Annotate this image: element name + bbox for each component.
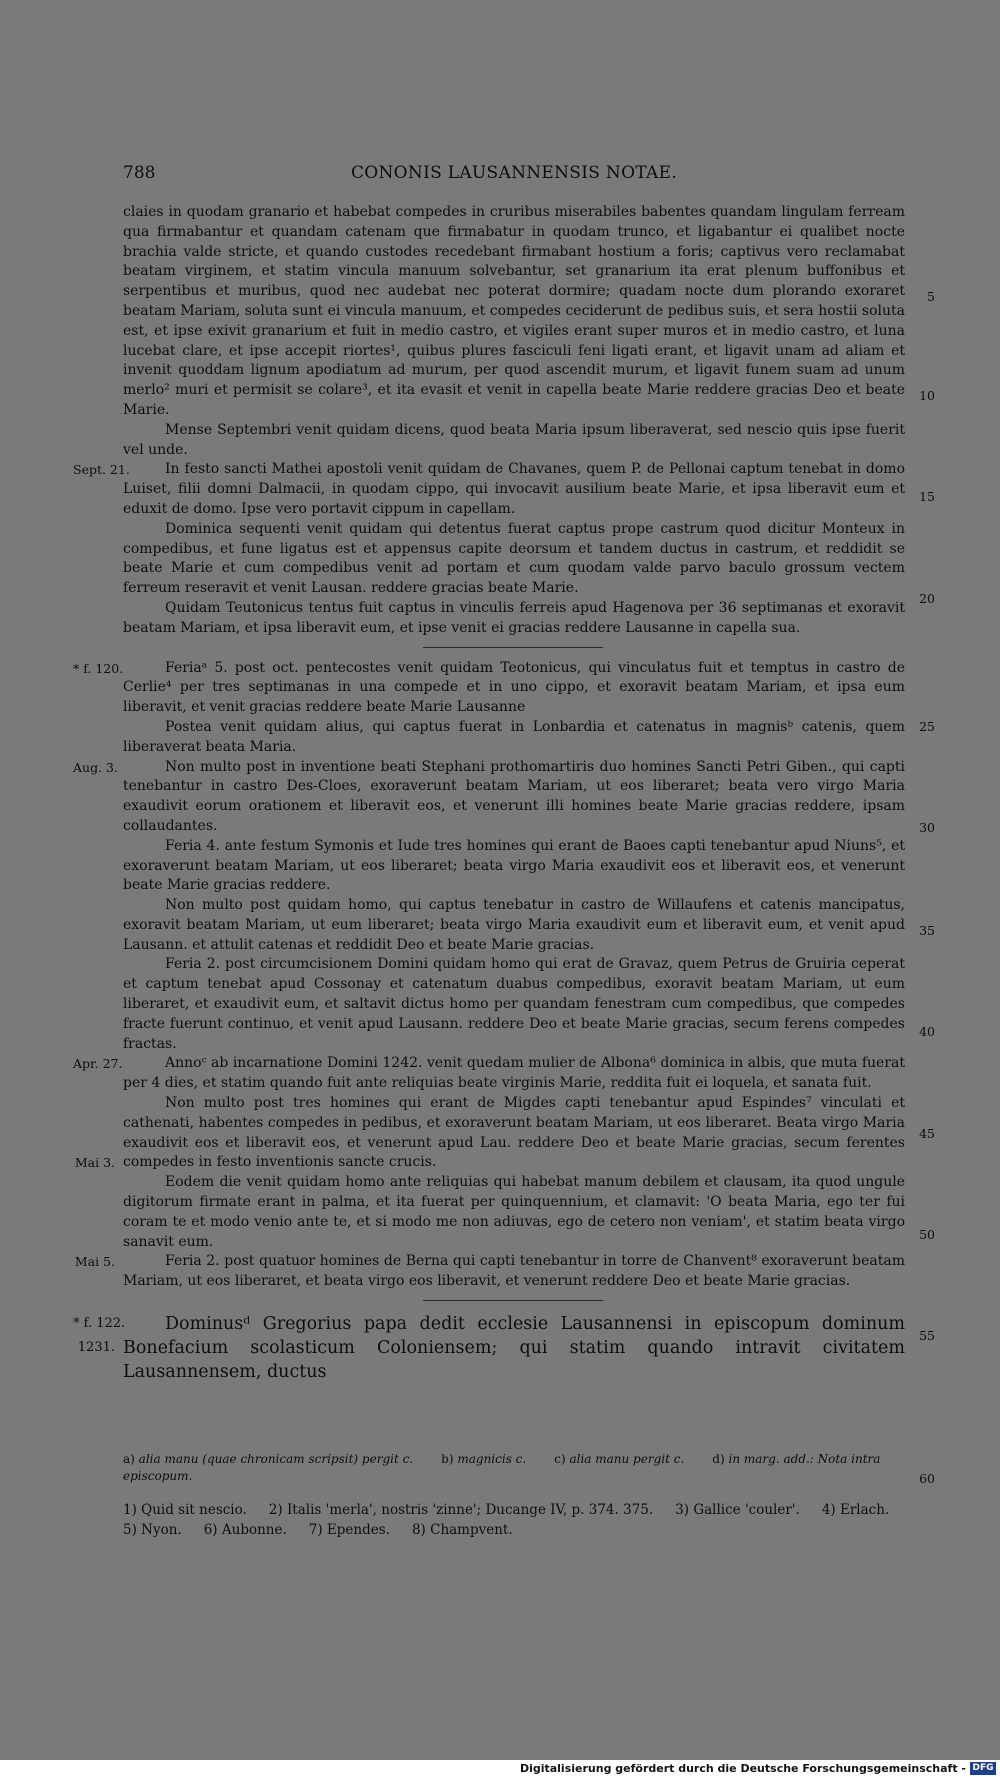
apparatus-key: d) xyxy=(712,1452,725,1466)
margin-note: Mai 3. xyxy=(74,1155,115,1171)
text-paragraph xyxy=(123,520,905,599)
paragraph-text: Postea venit quidam alius, qui captus fuerat in Lonbardia et catenatus in magnisᵇ catenis, quem liberaverat beata Maria. xyxy=(123,718,905,755)
text-paragraph xyxy=(123,837,905,896)
margin-note: Apr. 27. xyxy=(73,1056,123,1072)
text-paragraph xyxy=(73,460,905,519)
dfg-logo-icon: DFG xyxy=(970,1762,996,1775)
footnote-key: 8) xyxy=(411,1522,426,1538)
footnote-key: 7) xyxy=(308,1522,323,1538)
footnote xyxy=(675,1500,800,1520)
text-paragraph xyxy=(74,1094,905,1173)
text-paragraph xyxy=(73,1054,905,1094)
margin-note: Aug. 3. xyxy=(73,759,118,775)
footnote xyxy=(309,1520,390,1540)
text-paragraph xyxy=(73,659,905,718)
apparatus-key: a) xyxy=(123,1452,135,1466)
footnote-key: 6) xyxy=(203,1522,218,1538)
footnote-key: 5) xyxy=(123,1522,137,1538)
section-separator xyxy=(123,1294,905,1308)
text-paragraph xyxy=(73,1312,905,1384)
text-paragraph xyxy=(123,421,905,461)
footnote xyxy=(204,1520,287,1540)
footnote-text: Quid sit nescio. xyxy=(141,1502,247,1518)
apparatus-text: magnicis c. xyxy=(457,1452,527,1466)
footnote-key: 3) xyxy=(675,1502,690,1518)
margin-note: Sept. 21. xyxy=(73,462,130,478)
paragraph-text: Non multo post quidam homo, qui captus tenebatur in castro de Willaufens et catenis mancipatus, exoravit beatam Mariam, ut eum liberaret; beata virgo Maria exaudivit eum et liberavit eum, et venit apud Lausann. et attulit catenas et reddidit Deo et beate Marie gracias. xyxy=(123,897,905,953)
margin-note: * f. 120. xyxy=(73,660,124,676)
paragraph-text: claies in quodam granario et habebat compedes in cruribus miserabiles babentes quandam lingulam ferream qua firmabantur et quandam catenam que firmabatur in quodam trunco, et ligabantur ei qualibet nocte brachia valde stricte, et quando custodes recedebant firmabant hostium a foris; captivus vero reclamabat beatam virginem, et statim vincula manuum solvebantur, set granarium ita erat plenum buffonibus et serpentibus et muribus, quod nec audebat nec poterat dormire; quadam nocte dum plorando exoraret beatam Mariam, soluta sunt ei vincula manuum, et compedes ceciderunt de pedibus suis, et sera hostii soluta est, et ipse exivit granarium et fuit in medio castro, et vigiles erant super muros et in medio castro, et luna lucebat clare, et ipse accepit riortes¹, quibus plures fasciculi feni ligati erant, et ligavit unam ad aliam et invenit quoddam lignum apodiatum ad murum, per quod ascendit murum, et ligavit funem suam ad unum merlo² muri et permisit se colare³, et ita evasit et venit in capella beate Marie reddere gracias Deo et beate Marie. xyxy=(123,204,905,418)
footnote xyxy=(123,1500,247,1520)
footnote-text: Champvent. xyxy=(430,1522,513,1538)
line-number: 25 xyxy=(919,719,935,734)
footnote-text: Aubonne. xyxy=(221,1522,287,1538)
paragraph-text: Dominica sequenti venit quidam qui detentus fuerat captus prope castrum quod dicitur Monteux in compedibus, et fune ligatus est et appensus capite deorsum et tandem ductus in castrum, et reddidit se beate Marie et cum compedibus venit ad portam et cum quodam valde parvo baculo grossum vectem ferreum reseravit et venit Lausan. reddere gracias beate Marie. xyxy=(123,520,905,597)
paragraph-text: Non multo post tres homines qui erant de Migdes capti tenebantur apud Espindes⁷ vinculati et cathenati, habentes compedes in pedibus, et exoraverunt beatam Mariam, ut eos liberaret. Beata virgo Maria exaudivit eos et liberavit eos, et venerunt apud Lau. reddere Deo et beate Marie gracias, secum ferentes compedes in festo inventionis sancte crucis. xyxy=(123,1095,905,1171)
footnote-text: Gallice 'couler'. xyxy=(693,1502,800,1518)
apparatus-key: c) xyxy=(554,1452,566,1466)
footnote-text: Erlach. xyxy=(839,1502,890,1518)
footnotes xyxy=(123,1500,905,1540)
text-paragraph xyxy=(123,203,905,421)
text-paragraph xyxy=(123,599,905,639)
apparatus-text: alia manu pergit c. xyxy=(569,1452,685,1466)
paragraph-text: Non multo post in inventione beati Stephani prothomartiris duo homines Sancti Petri Giben., qui capti tenebantur in castro Des-Cloes, exoraverunt beatam Mariam, ut eos liberaret; beata vero virgo Maria exaudivit eorum orationem et liberavit eos, et venerunt illi homines beate Marie gracias reddere, ipsam collaudantes. xyxy=(123,758,905,834)
paragraph-text: Dominusᵈ Gregorius papa dedit ecclesie Lausannensi in episcopum dominum Bonefacium scolasticum Coloniensem; qui statim quando intravit civitatem Lausannensem, ductus xyxy=(123,1314,905,1383)
footnote xyxy=(269,1500,653,1520)
footnote-key: 4) xyxy=(821,1502,836,1518)
line-number: 15 xyxy=(919,489,935,504)
critical-apparatus xyxy=(123,1451,905,1485)
footnote xyxy=(412,1520,513,1540)
footnote-key: 2) xyxy=(268,1502,283,1518)
line-number: 60 xyxy=(919,1471,935,1486)
text-paragraph xyxy=(123,718,905,758)
line-number: 35 xyxy=(919,923,935,938)
paragraph-text: In festo sancti Mathei apostoli venit quidam de Chavanes, quem P. de Pellonai captum tenebat in domo Luiset, filii domni Dalmacii, in quodam cippo, qui invocavit ausilium beate Marie, et ipsa liberavit eum et eduxit de domo. Ipse vero portavit cippum in capellam. xyxy=(123,461,905,517)
section-separator xyxy=(123,641,905,655)
line-number: 40 xyxy=(919,1024,935,1039)
line-number: 20 xyxy=(919,591,935,606)
margin-note: Mai 5. xyxy=(74,1254,115,1270)
apparatus-entry xyxy=(441,1452,526,1466)
paragraph-text: Mense Septembri venit quidam dicens, quod beata Maria ipsum liberaverat, sed nescio quis ipse fuerit vel unde. xyxy=(123,421,905,458)
paragraph-text: Feria 2. post circumcisionem Domini quidam homo qui erat de Gravaz, quem Petrus de Gruiria ceperat et captum tenebat apud Cossonay et catenatum duabus compedibus, exoravit beatam Mariam, ut eum liberaret, et exaudivit eum, et saltavit dictus homo per quandam fenestram cum compedibus, que compedes fracte fuerunt continuo, et venit apud Lausann. reddere Deo et beate Marie gracias, secum ferens compedes fractas. xyxy=(123,956,905,1052)
line-number: 5 xyxy=(927,289,935,304)
footnote-text: Italis 'merla', nostris 'zinne'; Ducange IV, p. 374. 375. xyxy=(286,1502,654,1518)
footnote xyxy=(822,1500,889,1520)
text-paragraph xyxy=(73,758,905,837)
main-text xyxy=(73,203,905,1384)
line-number: 50 xyxy=(919,1227,935,1242)
line-number: 30 xyxy=(919,820,935,835)
paragraph-text: Quidam Teutonicus tentus fuit captus in vinculis ferreis apud Hagenova per 36 septimanas et exoravit beatam Mariam, et ipsa liberavit eum, et ipse venit ei gracias reddere Lausanne in capella sua. xyxy=(123,599,905,636)
line-number: 10 xyxy=(919,388,935,403)
margin-note-year: 1231. xyxy=(77,1340,115,1356)
footnote-text: Nyon. xyxy=(141,1522,182,1538)
paragraph-text: Feria 4. ante festum Symonis et Iude tres homines qui erant de Baoes capti tenebantur apud Niuns⁵, et exoraverunt beatam Mariam, ut eos liberaret; beata virgo Maria exaudivit eos et liberavit eos, et venerunt beate Marie gracias reddere. xyxy=(123,837,905,894)
page-number: 788 xyxy=(123,163,156,183)
apparatus-key: b) xyxy=(441,1452,454,1466)
text-paragraph xyxy=(74,1252,905,1292)
paragraph-text: Feria 2. post quatuor homines de Berna qui capti tenebantur in torre de Chanvent⁸ exoraverunt beatam Mariam, ut eos liberaret, et beata virgo eos liberavit, et venerunt reddere Deo et beate Marie gracias. xyxy=(123,1253,905,1290)
apparatus-text: in marg. add.: Nota intra episcopum. xyxy=(123,1452,881,1483)
line-number: 45 xyxy=(919,1126,935,1141)
footnote-list xyxy=(123,1500,905,1540)
apparatus-entry xyxy=(123,1452,413,1466)
paragraph-text: Annoᶜ ab incarnatione Domini 1242. venit quedam mulier de Albona⁶ dominica in albis, que muta fuerat per 4 dies, et statim quando fuit ante reliquias beate virginis Marie, reddita fuit ei loquela, et sanata fuit. xyxy=(123,1055,905,1092)
paragraph-text: Feriaᵃ 5. post oct. pentecostes venit quidam Teotonicus, qui vinculatus fuit et temptus in castro de Cerlie⁴ per tres septimanas in una compede et in uno cippo, et exoravit beatam Mariam, et ipsa eum liberavit, et venit gracias reddere beate Marie Lausanne xyxy=(123,659,905,716)
text-paragraph xyxy=(123,896,905,955)
margin-note: * f. 122. xyxy=(73,1316,126,1332)
funding-credit: Digitalisierung gefördert durch die Deutsche Forschungsgemeinschaft - xyxy=(519,1762,966,1775)
footnote-text: Ependes. xyxy=(326,1522,390,1538)
footnote-key: 1) xyxy=(123,1502,137,1518)
footnote xyxy=(123,1520,182,1540)
line-number: 55 xyxy=(919,1328,935,1343)
apparatus-entry xyxy=(554,1452,684,1466)
credit-bar xyxy=(0,1760,1000,1778)
paragraph-text: Eodem die venit quidam homo ante reliquias qui habebat manum debilem et clausam, ita quod ungule digitorum firmate erant in palma, et ita fuerat per quinquennium, et clamavit: 'O beata Maria, ego ter fui coram te et modo venio ante te, et si modo me non adiuvas, ego de cetero non veniam', et statim beata virgo sanavit eum. xyxy=(123,1174,905,1250)
text-paragraph xyxy=(123,955,905,1054)
apparatus-text: alia manu (quae chronicam scripsit) pergit c. xyxy=(138,1452,414,1466)
running-title: CONONIS LAUSANNENSIS NOTAE. xyxy=(350,163,678,183)
text-paragraph xyxy=(123,1173,905,1252)
page-header xyxy=(123,163,905,187)
